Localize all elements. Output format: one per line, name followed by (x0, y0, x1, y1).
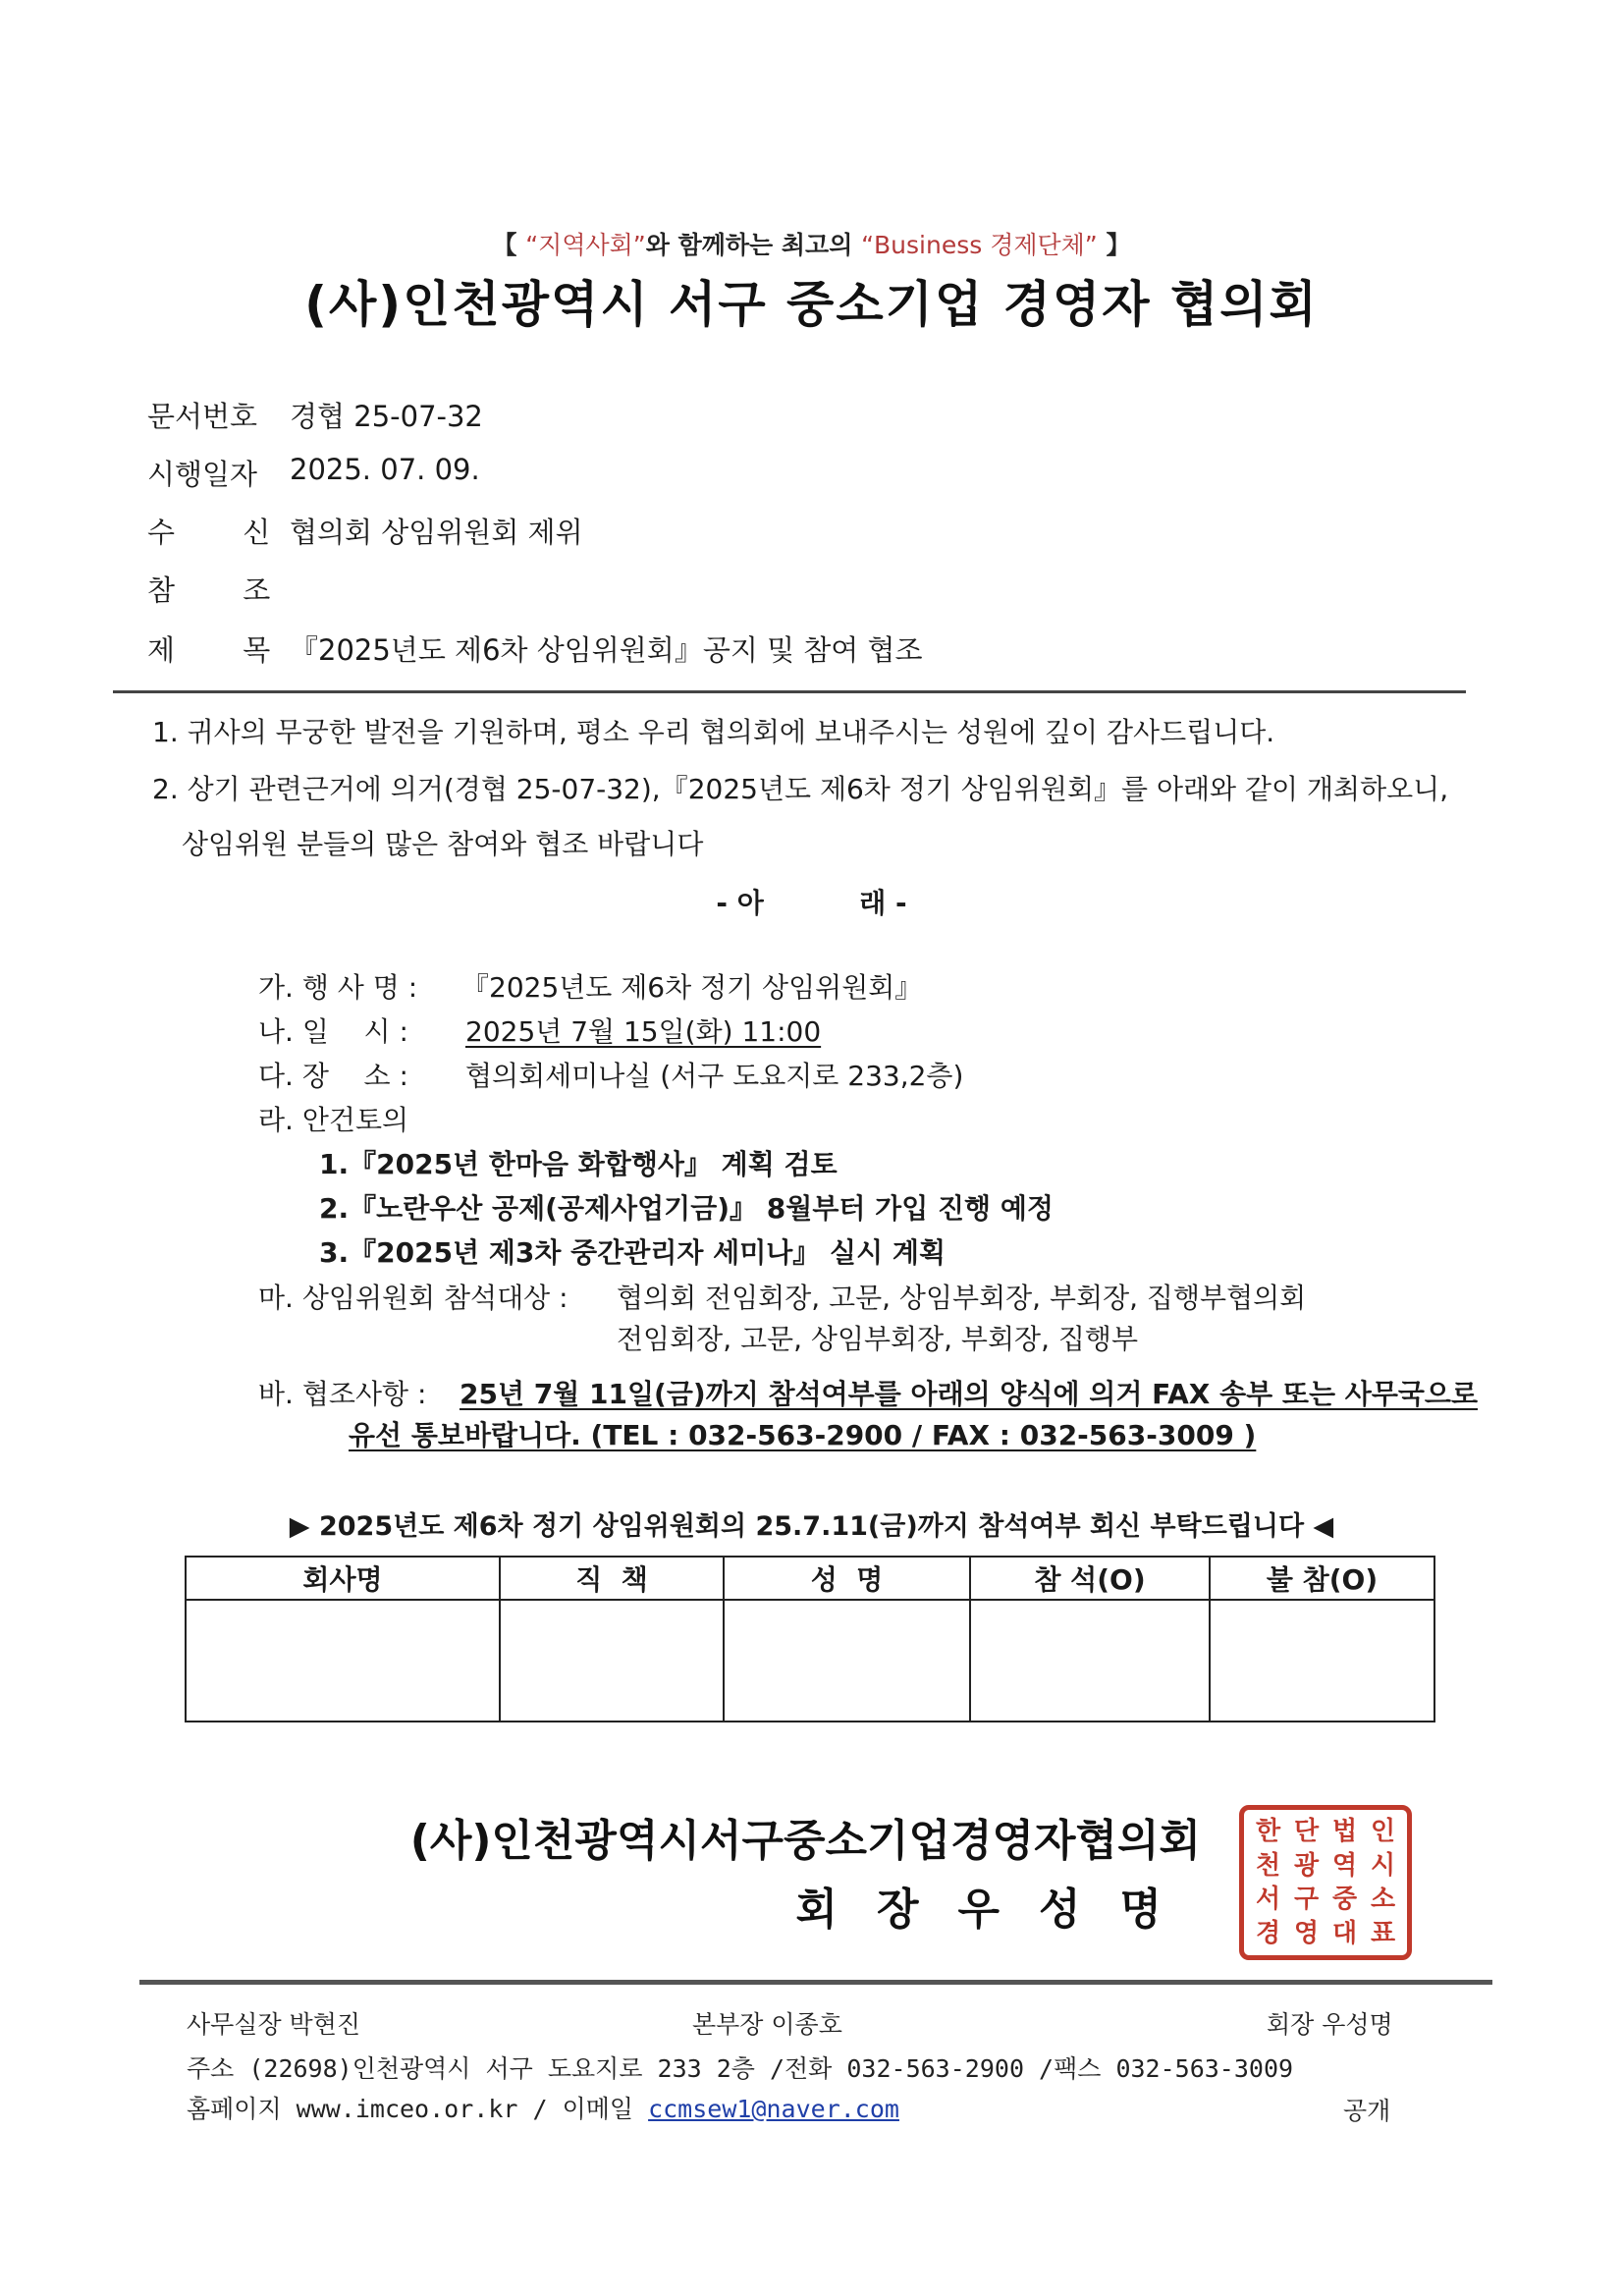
director: 본부장 이종호 (692, 2010, 842, 2039)
seal-char: 광 (1293, 1850, 1320, 1881)
datetime-label: 나. 일 시 : (258, 1015, 408, 1048)
seal-char: 천 (1255, 1850, 1281, 1881)
recipient-label: 수 신 (147, 516, 271, 549)
attendees-label: 마. 상임위원회 참석대상 : (258, 1282, 568, 1314)
agenda-item-1: 1.『2025년 한마음 화합행사』 계획 검토 (319, 1148, 838, 1180)
tagline-suffix: 】 (1097, 231, 1131, 259)
seal-char: 인 (1370, 1817, 1396, 1846)
footer-address: 주소 (22698)인천광역시 서구 도요지로 233 2층 /전화 032-563-2900 /팩스 032-563-3009 (187, 2054, 1294, 2083)
agenda-item-3: 3.『2025년 제3차 중간관리자 세미나』 실시 계획 (319, 1236, 946, 1269)
seal-char: 단 (1293, 1817, 1320, 1846)
company-cell[interactable] (186, 1600, 500, 1722)
subject-divider (113, 690, 1466, 693)
column-attend: 참 석(O) (970, 1557, 1210, 1600)
office-manager: 사무실장 박현진 (187, 2010, 360, 2039)
below-heading: - 아 래 - (716, 887, 907, 919)
disclosure-label: 공개 (1343, 2097, 1391, 2125)
position-cell[interactable] (500, 1600, 724, 1722)
signature-name: 회장우성명 (795, 1885, 1201, 1935)
subject-value: 『2025년도 제6차 상임위원회』공지 및 참여 협조 (290, 633, 923, 667)
seal-char: 법 (1331, 1817, 1358, 1846)
seal-char: 중 (1331, 1885, 1358, 1914)
seal-char: 표 (1370, 1918, 1396, 1948)
seal-char: 대 (1331, 1918, 1358, 1948)
name-cell[interactable] (724, 1600, 970, 1722)
attendees-line-1: 협의회 전임회장, 고문, 상임부회장, 부회장, 집행부협의회 (617, 1282, 1307, 1314)
event-label: 가. 행 사 명 : (258, 971, 418, 1004)
column-absent: 불 참(O) (1210, 1557, 1434, 1600)
cooperation-line-1: 25년 7월 11일(금)까지 참석여부를 아래의 양식에 의거 FAX 송부 또는 사무국으로 (460, 1378, 1479, 1410)
seal-char: 구 (1293, 1885, 1320, 1914)
reply-table-row (186, 1600, 1434, 1722)
paragraph-2-line-2: 상임위원 분들의 많은 참여와 협조 바랍니다 (182, 828, 704, 860)
seal-char: 영 (1293, 1918, 1320, 1948)
official-seal (1239, 1805, 1412, 1960)
column-company: 회사명 (186, 1557, 500, 1600)
footer-contact (187, 2090, 899, 2125)
org-title: (사)인천광역시 서구 중소기업 경영자 협의회 (304, 276, 1319, 333)
agenda-item-2: 2.『노란우산 공제(공제사업기금)』 8월부터 가입 진행 예정 (319, 1192, 1054, 1225)
subject-label: 제 목 (147, 633, 271, 667)
reference-label: 참 조 (147, 574, 271, 607)
absent-cell[interactable] (1210, 1600, 1434, 1722)
datetime-value: 2025년 7월 15일(화) 11:00 (465, 1015, 822, 1048)
homepage-text: 홈페이지 www.imceo.or.kr / 이메일 (187, 2095, 649, 2123)
seal-char: 경 (1255, 1918, 1281, 1948)
seal-char: 역 (1331, 1850, 1358, 1881)
cooperation-label: 바. 협조사항 : (258, 1378, 427, 1410)
signature-org: (사)인천광역시서구중소기업경영자협의회 (409, 1816, 1201, 1866)
seal-char: 서 (1255, 1885, 1281, 1914)
seal-char: 소 (1370, 1885, 1396, 1914)
reply-table (185, 1556, 1435, 1722)
seal-char: 시 (1370, 1850, 1396, 1881)
footer-divider (139, 1980, 1492, 1985)
cooperation-line-2: 유선 통보바랍니다. (TEL : 032-563-2900 / FAX : 032-563-3009 ) (349, 1419, 1257, 1451)
email-link[interactable]: ccmsew1@naver.com (648, 2095, 899, 2123)
paragraph-1: 1. 귀사의 무궁한 발전을 기원하며, 평소 우리 협의회에 보내주시는 성원에 깊이 감사드립니다. (152, 716, 1275, 748)
tagline-middle: 와 함께하는 최고의 (645, 231, 862, 259)
reply-notice: ▶ 2025년도 제6차 정기 상임위원회의 25.7.11(금)까지 참석여부 회신 부탁드립니다 ◀ (289, 1511, 1334, 1542)
tagline-quote-2: “Business 경제단체” (861, 231, 1098, 259)
tagline (0, 226, 1623, 261)
president: 회장 우성명 (1267, 2010, 1393, 2039)
recipient-value: 협의회 상임위원회 제위 (290, 516, 583, 549)
place-label: 다. 장 소 : (258, 1060, 408, 1092)
column-position: 직 책 (500, 1557, 724, 1600)
column-name: 성 명 (724, 1557, 970, 1600)
date-label: 시행일자 (147, 458, 258, 491)
seal-char: 한 (1255, 1817, 1281, 1846)
doc-no-label: 문서번호 (147, 400, 258, 433)
reply-table-header (186, 1557, 1434, 1600)
tagline-prefix: 【 (492, 231, 526, 259)
attendees-line-2: 전임회장, 고문, 상임부회장, 부회장, 집행부 (617, 1323, 1139, 1355)
date-value: 2025. 07. 09. (290, 453, 480, 486)
tagline-quote-1: “지역사회” (525, 231, 646, 259)
attend-cell[interactable] (970, 1600, 1210, 1722)
paragraph-2-line-1: 2. 상기 관련근거에 의거(경협 25-07-32),『2025년도 제6차 정기 상임위원회』를 아래와 같이 개최하오니, (152, 773, 1449, 805)
event-value: 『2025년도 제6차 정기 상임위원회』 (461, 971, 923, 1004)
agenda-label: 라. 안건토의 (258, 1104, 409, 1136)
doc-no-value: 경협 25-07-32 (290, 400, 483, 433)
place-value: 협의회세미나실 (서구 도요지로 233,2층) (465, 1060, 964, 1092)
